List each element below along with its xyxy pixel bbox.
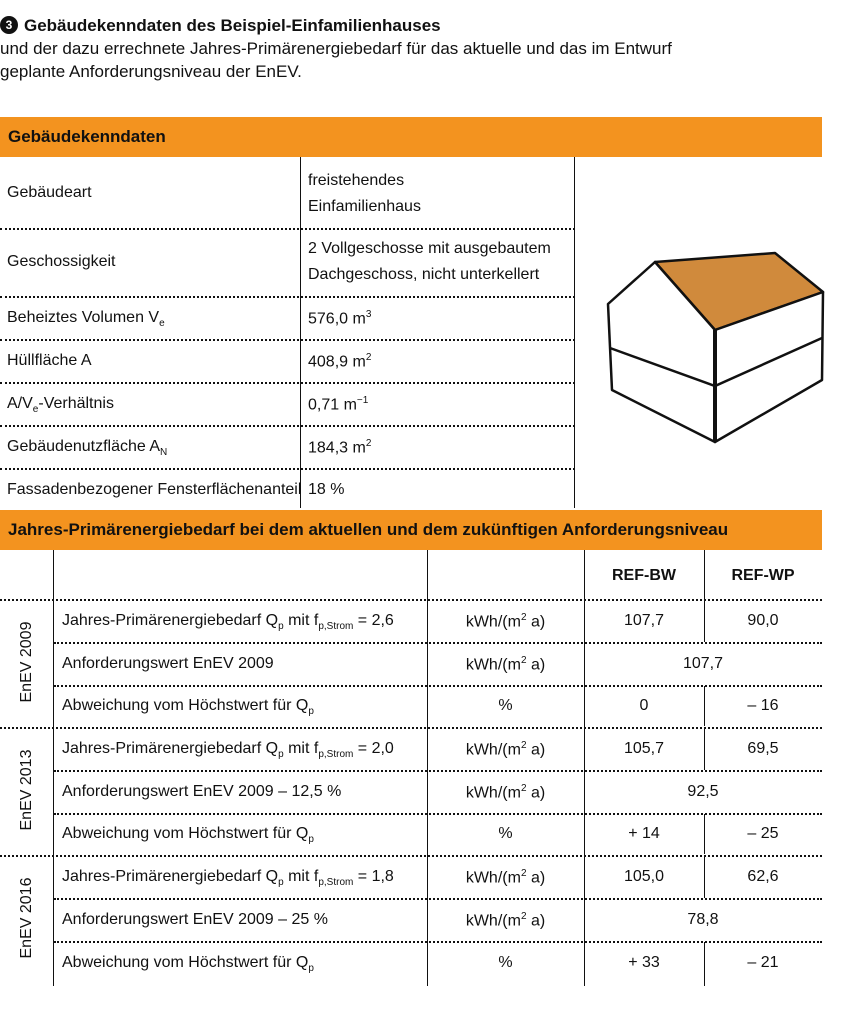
row-unit: kWh/($m^2$ a) <box>465 911 546 930</box>
row-divider <box>0 339 575 341</box>
row-label: Hüllfläche A <box>7 352 92 369</box>
caption-title: Gebäudekenndaten des Beispiel-Einfamilienhauses <box>24 16 441 35</box>
group-label-enev-2016: EnEV 2016 <box>18 877 35 959</box>
row-label: Jahres-Primärenergiebedarf $Q_p$ mit $f_{p,Strom} = 2,6$ <box>62 612 394 633</box>
row-label: Gebäudenutzfläche $A_N$ <box>7 438 168 459</box>
row-unit: kWh/($m^2$ a) <box>465 655 546 674</box>
row-divider <box>0 425 575 427</box>
figure-caption <box>0 14 850 83</box>
divider <box>300 157 301 508</box>
value-ref-bw: + 14 <box>628 825 660 842</box>
row-unit: % <box>498 697 513 714</box>
row-divider <box>0 727 822 729</box>
row-divider <box>0 296 575 298</box>
group-label-enev-2009: EnEV 2009 <box>18 621 35 703</box>
value-ref-bw: 0 <box>639 697 649 714</box>
row-label: Abweichung vom Höchstwert für $Q_p$ <box>62 697 314 718</box>
row-label: Abweichung vom Höchstwert für $Q_p$ <box>62 825 314 846</box>
row-label: Fassadenbezogener Fensterflächenanteil <box>7 481 302 498</box>
row-value: 408,9 $m^2$ <box>308 352 372 371</box>
row-value: Einfamilienhaus <box>308 198 421 215</box>
row-divider <box>0 599 822 601</box>
value-ref-bw: 105,7 <box>623 740 665 757</box>
row-value: 576,0 $m^3$ <box>308 309 372 328</box>
row-label: Anforderungswert EnEV 2009 – 25 % <box>62 911 328 928</box>
row-value: Dachgeschoss, nicht unterkellert <box>308 266 540 283</box>
value-ref-bw: 105,0 <box>623 868 665 885</box>
row-value: 0,71 $m^{-1}$ <box>308 395 369 414</box>
row-divider <box>0 228 575 230</box>
group-label-enev-2013: EnEV 2013 <box>18 749 35 831</box>
row-label: Jahres-Primärenergiebedarf $Q_p$ mit $f_{p,Strom} = 2,0$ <box>62 740 394 761</box>
row-label: Anforderungswert EnEV 2009 <box>62 655 274 672</box>
row-divider <box>54 642 822 644</box>
value-ref-bw: + 33 <box>628 954 660 971</box>
row-divider <box>54 685 822 687</box>
house-illustration <box>600 250 830 450</box>
caption-line-2: geplante Anforderungsniveau der EnEV. <box>0 62 302 81</box>
row-unit: % <box>498 825 513 842</box>
row-unit: % <box>498 954 513 971</box>
row-label: Abweichung vom Höchstwert für $Q_p$ <box>62 954 314 975</box>
value-ref-wp: 62,6 <box>747 868 779 885</box>
value-ref-wp: – 16 <box>747 697 779 714</box>
row-divider <box>54 813 822 815</box>
value-merged: 92,5 <box>687 783 719 800</box>
section1-header: Gebäudekenndaten <box>0 117 822 157</box>
row-divider <box>0 468 575 470</box>
value-merged: 107,7 <box>682 655 724 672</box>
row-label: Gebäudeart <box>7 184 92 201</box>
row-value: freistehendes <box>308 172 405 189</box>
row-label: $A/V_e$-Verhältnis <box>7 395 114 416</box>
value-ref-wp: – 25 <box>747 825 779 842</box>
row-label: Jahres-Primärenergiebedarf $Q_p$ mit $f_{p,Strom} = 1,8$ <box>62 868 394 889</box>
row-divider <box>54 898 822 900</box>
caption-line-1: und der dazu errechnete Jahres-Primärenergiebedarf für das aktuelle und das im Entwurf <box>0 39 672 58</box>
divider <box>53 550 54 986</box>
divider <box>574 157 575 508</box>
value-ref-bw: 107,7 <box>623 612 665 629</box>
row-label: Beheiztes Volumen $V_e$ <box>7 309 165 330</box>
section2-header: Jahres-Primärenergiebedarf bei dem aktuellen und dem zukünftigen Anforderungsniveau <box>0 510 822 550</box>
row-divider <box>54 941 822 943</box>
value-ref-wp: – 21 <box>747 954 779 971</box>
row-unit: kWh/($m^2$ a) <box>465 612 546 631</box>
row-divider <box>0 382 575 384</box>
row-value: 184,3 $m^2$ <box>308 438 372 457</box>
row-divider <box>54 770 822 772</box>
caption-number: 3 <box>0 16 18 34</box>
value-ref-wp: 90,0 <box>747 612 779 629</box>
row-unit: kWh/($m^2$ a) <box>465 868 546 887</box>
row-value: 2 Vollgeschosse mit ausgebautem <box>308 240 551 257</box>
row-unit: kWh/($m^2$ a) <box>465 740 546 759</box>
row-label: Geschossigkeit <box>7 253 116 270</box>
row-label: Anforderungswert EnEV 2009 – 12,5 % <box>62 783 342 800</box>
row-divider <box>0 855 822 857</box>
value-ref-wp: 69,5 <box>747 740 779 757</box>
column-header-ref-wp: REF-WP <box>731 567 795 584</box>
row-unit: kWh/($m^2$ a) <box>465 783 546 802</box>
row-value: 18 % <box>308 481 345 498</box>
column-header-ref-bw: REF-BW <box>612 567 676 584</box>
value-merged: 78,8 <box>687 911 719 928</box>
